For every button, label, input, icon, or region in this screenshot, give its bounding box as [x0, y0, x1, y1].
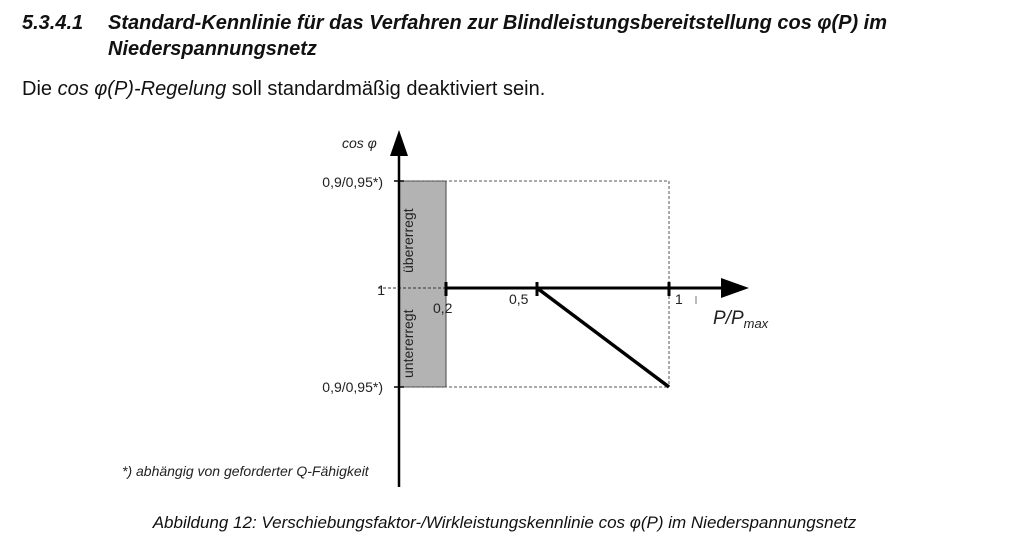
- region-label-upper: übererregt: [400, 208, 416, 273]
- figure-footnote: *) abhängig von geforderter Q-Fähigkeit: [122, 463, 369, 479]
- region-label-lower: untererregt: [400, 309, 416, 378]
- tick-label-1: 1: [675, 291, 683, 307]
- tick-label-bottom: 0,9/0,95*): [322, 379, 383, 395]
- x-axis-label: [713, 308, 769, 331]
- tick-label-one: 1: [377, 282, 385, 298]
- section-title: Standard-Kennlinie für das Verfahren zur Blindleistungsbereitstellung cos φ(P) im Niederspannungsnetz: [108, 12, 888, 60]
- characteristic-line: [537, 288, 669, 387]
- intro-term: cos φ(P)-Regelung: [57, 78, 227, 100]
- tick-label-05: 0,5: [509, 291, 529, 307]
- intro-suffix: soll standardmäßig deaktiviert sein.: [226, 78, 546, 100]
- tick-label-top: 0,9/0,95*): [322, 174, 383, 190]
- figure-caption: Abbildung 12: Verschiebungsfaktor-/Wirkleistungskennlinie cos φ(P) im Niederspannungsnetz: [152, 513, 857, 532]
- y-axis-label: cos φ: [342, 135, 377, 151]
- section-number: 5.3.4.1: [22, 12, 84, 34]
- y-axis-arrow: [390, 130, 408, 156]
- x-axis-arrow: [721, 278, 749, 298]
- tick-label-02: 0,2: [433, 300, 453, 316]
- x-axis-label-main: P/P: [713, 308, 744, 329]
- intro-prefix: Die: [22, 78, 58, 100]
- x-axis-label-sub: max: [743, 316, 769, 331]
